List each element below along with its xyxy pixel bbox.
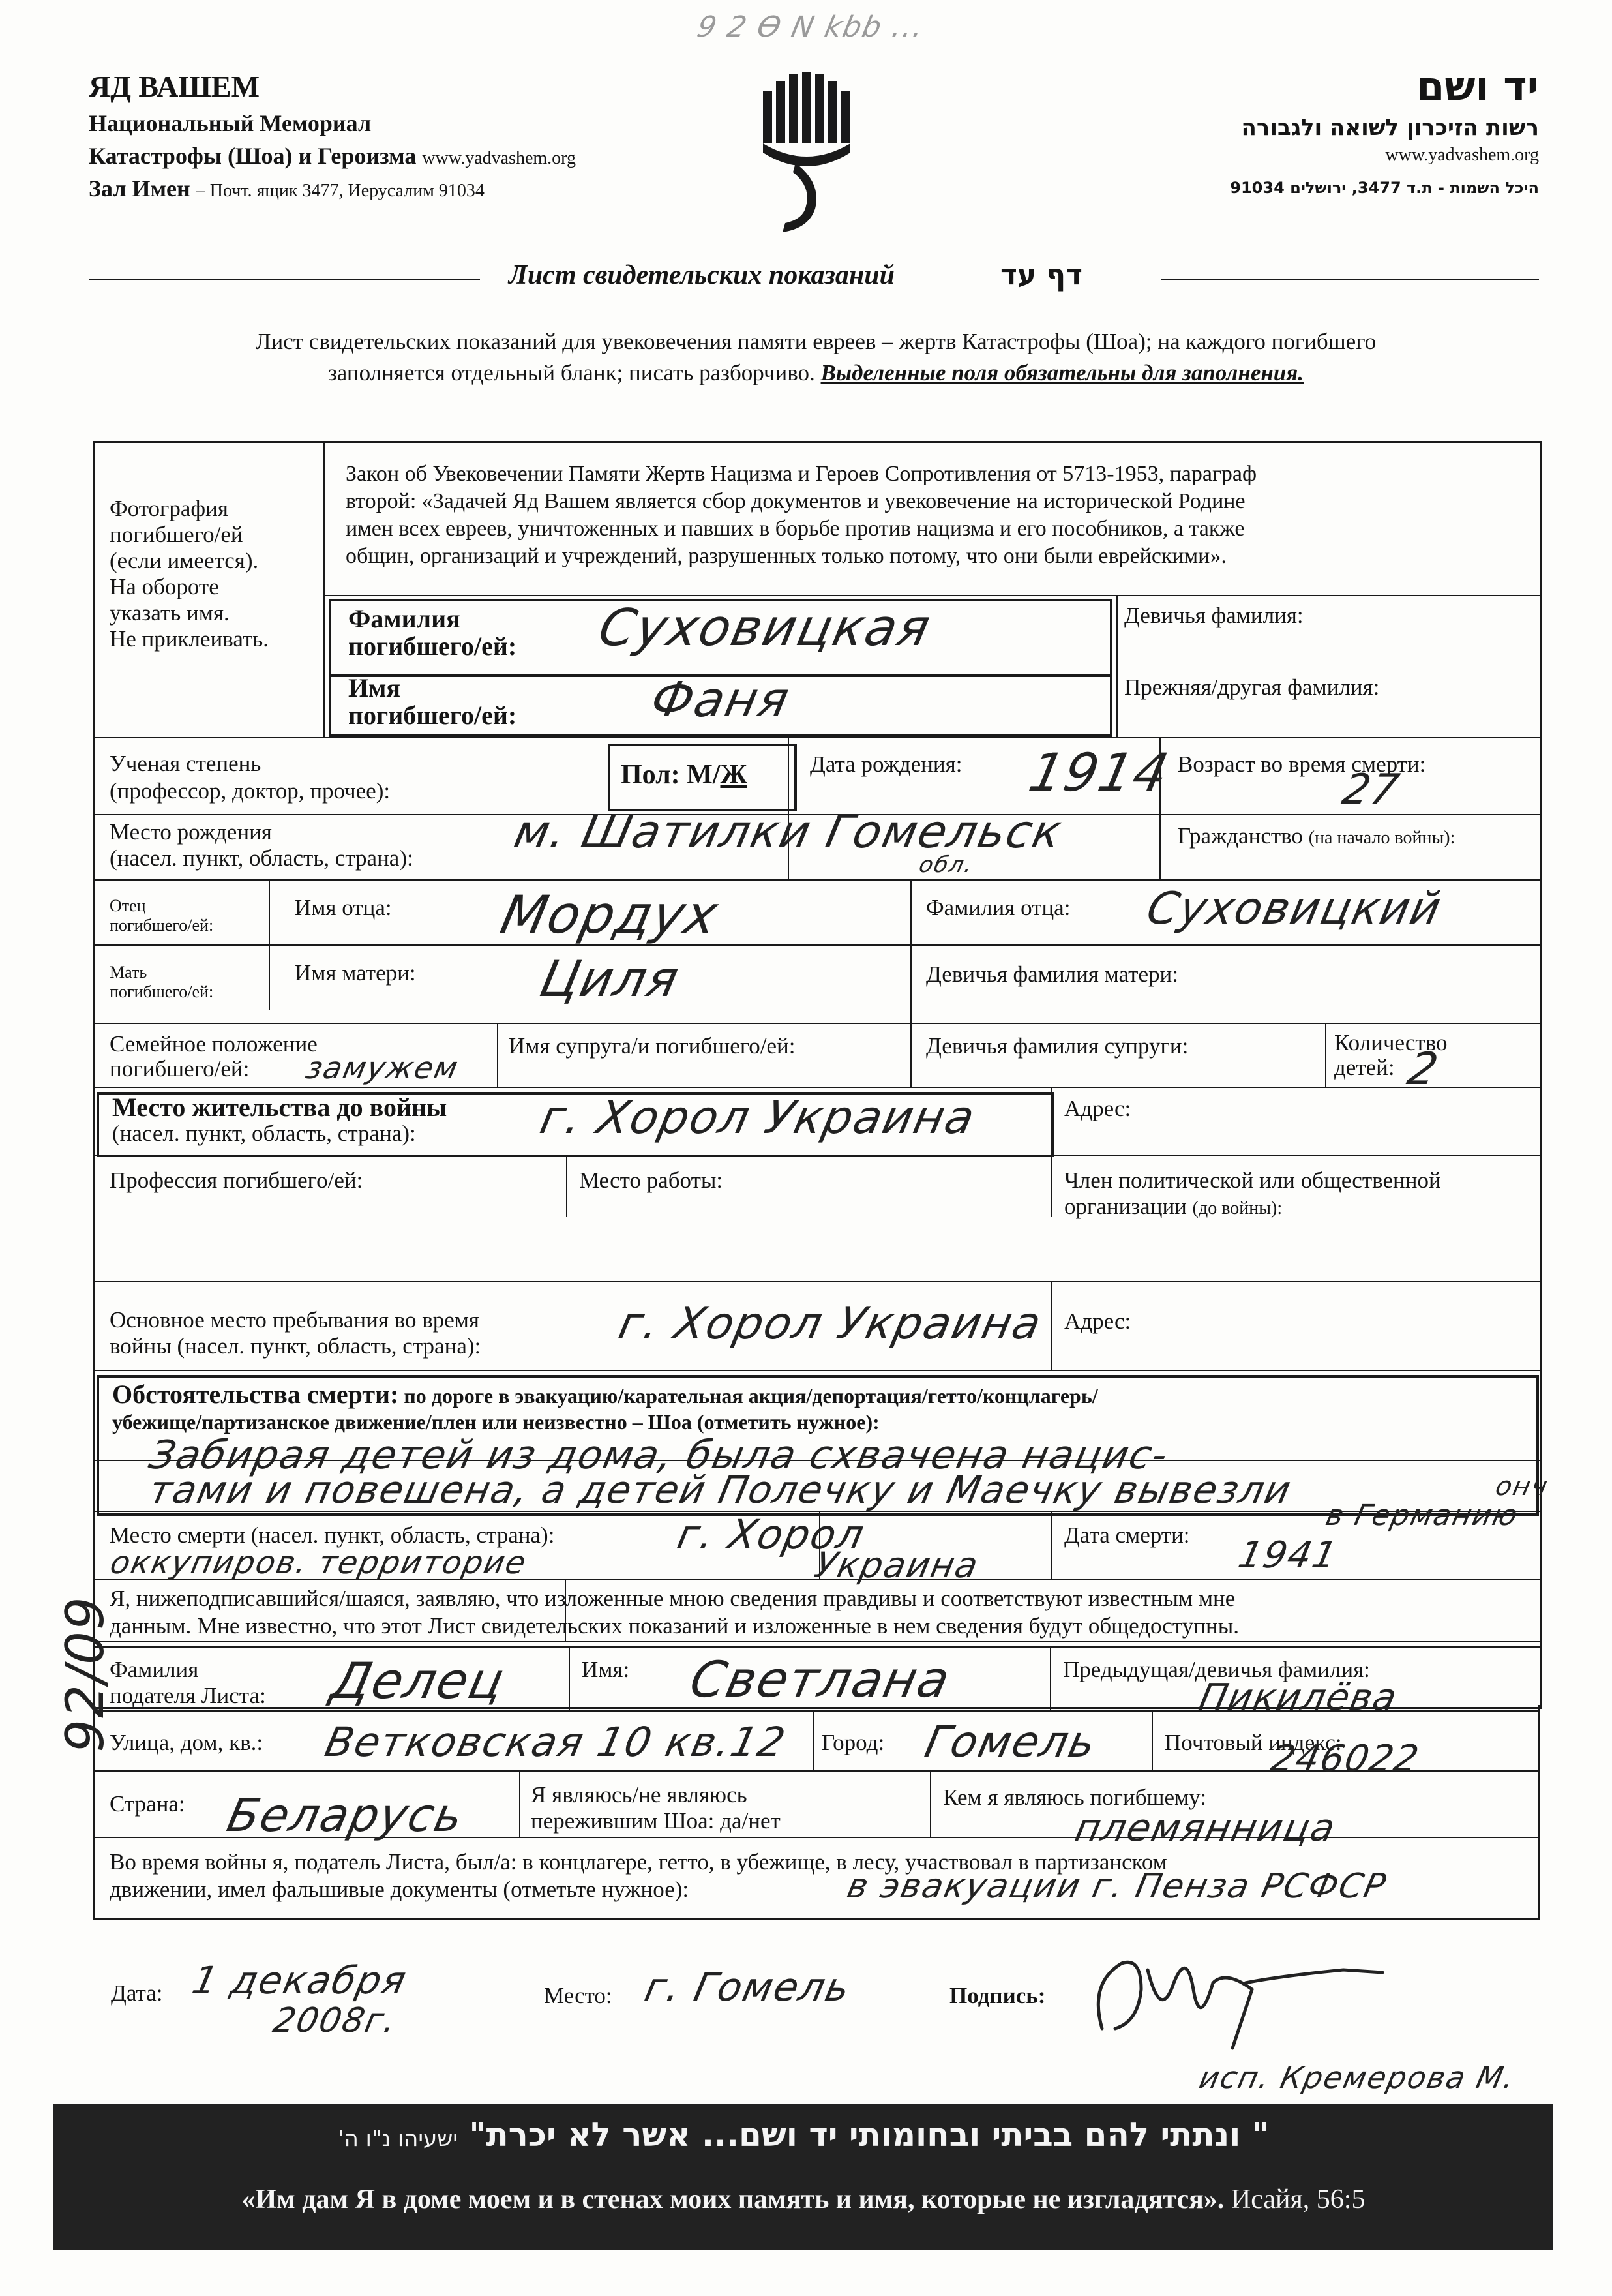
- photo-line: На обороте: [110, 574, 219, 599]
- label-line: Имя: [348, 673, 400, 702]
- father-tag: [110, 896, 213, 935]
- form-title-he: דף עד: [1000, 258, 1083, 292]
- sex-value[interactable]: Ж: [720, 760, 748, 790]
- death-date-value[interactable]: 1941: [1234, 1534, 1342, 1577]
- birthplace-label: [110, 819, 413, 871]
- label-line: погибшего/ей:: [348, 701, 517, 730]
- death-circumstances-tail[interactable]: онч: [1493, 1472, 1552, 1502]
- label-line: (насел. пункт, область, страна):: [112, 1121, 416, 1146]
- victim-name-label: [348, 674, 516, 729]
- residence-address-label: Адрес:: [1064, 1096, 1131, 1121]
- label-line: движении, имел фальшивые документы (отметьте нужное):: [110, 1877, 689, 1902]
- mother-tag: [110, 963, 213, 1002]
- law-line: второй: «Задачей Яд Вашем является сбор документов и увековечение на исторической Родине: [346, 489, 1246, 513]
- workplace-label: Место работы:: [579, 1168, 723, 1193]
- quote-ru-line: [53, 2184, 1553, 2215]
- org-site-he[interactable]: www.yadvashem.org: [1385, 145, 1539, 165]
- submitter-prev-surname-label: Предыдущая/девичья фамилия:: [1063, 1657, 1370, 1682]
- street-label: Улица, дом, кв.:: [110, 1730, 263, 1755]
- sex-field: [621, 759, 747, 791]
- photo-instructions: [110, 496, 269, 652]
- org-line3-ru: [89, 142, 576, 170]
- death-circumstances-value-3[interactable]: в Германию: [1322, 1499, 1522, 1532]
- relation-value[interactable]: племянница: [1071, 1805, 1341, 1850]
- death-place-value-1[interactable]: г. Хорол: [673, 1511, 870, 1558]
- wartime-label: [110, 1307, 481, 1359]
- degree-label: [110, 750, 390, 805]
- victim-other-surname-label: Прежняя/другая фамилия:: [1124, 674, 1380, 700]
- submitter-name-label: Имя:: [582, 1657, 630, 1682]
- label-line: Во время войны я, податель Листа, был/а: в концлагере, гетто, в убежище, в лесу, участвовал в партизанском: [110, 1849, 1167, 1875]
- label-line: Количество: [1334, 1030, 1448, 1055]
- org-site-ru[interactable]: www.yadvashem.org: [422, 148, 576, 168]
- submitter-name-value[interactable]: Светлана: [685, 1650, 956, 1708]
- org-line4-he: היכל השמות - ת.ד 3477, ירושלים 91034: [1230, 179, 1539, 197]
- photo-line: указать имя.: [110, 600, 230, 626]
- death-place-value-3[interactable]: Украина: [811, 1545, 983, 1586]
- age-label: Возраст во время смерти:: [1178, 751, 1426, 777]
- intro-line2-text: заполняется отдельный бланк; писать разборчиво.: [327, 360, 815, 385]
- org-line2-ru: Национальный Мемориал: [89, 110, 372, 136]
- quote-band: [53, 2104, 1553, 2250]
- tag-line: погибшего/ей:: [110, 982, 214, 1001]
- label-line: войны (насел. пункт, область, страна):: [110, 1333, 481, 1359]
- label-line: (насел. пункт, область, страна):: [110, 845, 413, 871]
- father-name-value[interactable]: Мордух: [496, 884, 724, 945]
- yad-vashem-menorah-logo: [756, 72, 854, 235]
- label-line: Основное место пребывания во время: [110, 1307, 480, 1333]
- submitter-prev-surname-value[interactable]: Пикилёва: [1195, 1676, 1402, 1719]
- label-line: Член политической или общественной: [1064, 1168, 1441, 1193]
- law-text: [346, 461, 1257, 570]
- intro-required-note: Выделенные поля обязательны для заполнения.: [820, 360, 1304, 385]
- org-line4-ru: [89, 175, 485, 202]
- label-line: (профессор, доктор, прочее):: [110, 778, 391, 804]
- photo-line: Фотография: [110, 496, 228, 521]
- org-name-he: יד ושם: [1416, 63, 1539, 110]
- zip-label: Почтовый индекс:: [1165, 1730, 1342, 1755]
- label-line: Я являюсь/не являюсь: [531, 1782, 747, 1807]
- victim-name-value[interactable]: Фаня: [646, 672, 796, 728]
- label-line: Место жительства до войны: [112, 1093, 447, 1122]
- tag-line: погибшего/ей:: [110, 916, 214, 935]
- citizenship-label: [1178, 823, 1455, 849]
- street-value[interactable]: Ветковская 10 кв.12: [321, 1718, 791, 1766]
- quote-ru: «Им дам Я в доме моем и в стенах моих память и имя, которые не изгладятся».: [241, 2184, 1225, 2214]
- label-line: Семейное положение: [110, 1031, 318, 1057]
- org-line4-rest: – Почт. ящик 3477, Иерусалим 91034: [196, 181, 485, 201]
- label-text: организации: [1064, 1194, 1187, 1219]
- father-surname-value[interactable]: Суховицкий: [1142, 883, 1446, 935]
- label-line: пережившим Шоа:: [531, 1808, 715, 1834]
- father-name-label: Имя отца:: [295, 895, 392, 920]
- residence-value[interactable]: г. Хорол Украина: [535, 1091, 981, 1144]
- spouse-maiden-label: Девичья фамилия супруги:: [926, 1033, 1189, 1059]
- victim-surname-label: [348, 605, 516, 660]
- sign-date-value-1[interactable]: 1 декабря: [188, 1958, 411, 2002]
- archive-number: 92/09: [54, 1595, 115, 1753]
- profession-label: Профессия погибшего/ей:: [110, 1168, 363, 1193]
- mother-maiden-label: Девичья фамилия матери:: [926, 961, 1178, 987]
- relation-label: Кем я являюсь погибшему:: [943, 1785, 1206, 1810]
- quote-he-line: [53, 2116, 1553, 2154]
- photo-line: (если имеется).: [110, 548, 259, 573]
- photo-line: погибшего/ей: [110, 522, 243, 547]
- wartime-value[interactable]: г. Хорол Украина: [614, 1298, 1047, 1350]
- family-status-label: [110, 1032, 318, 1081]
- death-circumstances-value-1[interactable]: Забирая детей из дома, была схвачена нацис-: [145, 1432, 1173, 1478]
- intro-line1: Лист свидетельских показаний для увековечения памяти евреев – жертв Катастрофы (Шоа); на каждого погибшего: [255, 329, 1377, 354]
- member-label: [1064, 1168, 1441, 1222]
- mother-name-value[interactable]: Циля: [535, 950, 685, 1008]
- residence-label: [112, 1095, 447, 1147]
- spouse-name-label: Имя супруга/и погибшего/ей:: [509, 1033, 796, 1059]
- wartime-address-label: Адрес:: [1064, 1308, 1131, 1334]
- birth-date-label: Дата рождения:: [810, 751, 963, 777]
- city-label: Город:: [822, 1730, 885, 1755]
- label-rest: по дороге в эвакуацию/карательная акция/депортация/гетто/концлагерь/: [404, 1384, 1098, 1408]
- label-line: убежище/партизанское движение/плен или неизвестно – Шоа (отметить нужное):: [112, 1410, 880, 1434]
- declaration-line: Я, нижеподписавшийся/шаяся, заявляю, что изложенные мною сведения правдивы и соответствуют известным мне: [110, 1586, 1236, 1611]
- birthplace-value-2[interactable]: обл.: [916, 852, 976, 878]
- mother-name-label: Имя матери:: [295, 960, 416, 986]
- law-line: общин, организаций и учреждений, разрушенных только потому, что они были еврейскими».: [346, 544, 1227, 568]
- city-value[interactable]: Гомель: [920, 1717, 1101, 1767]
- label-note: (до войны):: [1192, 1198, 1283, 1218]
- birthplace-value[interactable]: м. Шатилки Гомельск: [509, 805, 1068, 858]
- victim-maiden-label: Девичья фамилия:: [1124, 603, 1304, 628]
- quote-he-ref: ישעיהו נ"ו ה': [338, 2126, 458, 2152]
- country-label: Страна:: [110, 1791, 185, 1817]
- law-line: имен всех евреев, уничтоженных и павших в борьбе против нацизма и его пособников, а также: [346, 517, 1245, 541]
- label-line: погибшего/ей:: [348, 631, 517, 661]
- intro-line2: [89, 360, 1543, 386]
- death-place-label: Место смерти (насел. пункт, область, страна):: [110, 1522, 555, 1548]
- family-status-value[interactable]: замужем: [303, 1050, 462, 1085]
- sign-date-value-2[interactable]: 2008г.: [269, 2001, 401, 2040]
- org-line4-bold: Зал Имен: [89, 175, 190, 202]
- law-line: Закон об Увековечении Памяти Жертв Нацизма и Героев Сопротивления от 5713-1953, параграф: [346, 462, 1257, 486]
- death-circumstances-label: [112, 1382, 1098, 1435]
- sign-place-label: Место:: [544, 1983, 612, 2008]
- label-line: погибшего/ей:: [110, 1056, 250, 1081]
- sign-place-value[interactable]: г. Гомель: [640, 1965, 856, 2010]
- citizenship-note: (на начало войны):: [1308, 828, 1455, 848]
- father-surname-label: Фамилия отца:: [926, 895, 1071, 920]
- label-line: Фамилия: [110, 1657, 199, 1682]
- age-value[interactable]: 27: [1338, 766, 1405, 814]
- submitter-surname-value[interactable]: Делец: [326, 1652, 511, 1710]
- executor-note: исп. Кремерова М.: [1196, 2060, 1519, 2095]
- signature-scribble[interactable]: [1082, 1944, 1396, 2055]
- death-date-label: Дата смерти:: [1064, 1522, 1190, 1548]
- survivor-options[interactable]: да/нет: [720, 1808, 781, 1834]
- country-value[interactable]: Беларусь: [222, 1789, 470, 1842]
- sign-date-label: Дата:: [111, 1980, 163, 2006]
- birth-date-value[interactable]: 1914: [1024, 742, 1175, 803]
- victim-surname-value[interactable]: Суховицкая: [593, 599, 936, 657]
- survivor-label: [531, 1782, 781, 1834]
- death-place-value-2[interactable]: оккупиров. территорие: [107, 1545, 531, 1581]
- form-title-ru: Лист свидетельских показаний: [509, 260, 895, 290]
- label-line: подателя Листа:: [110, 1683, 266, 1708]
- tag-line: Отец: [110, 896, 146, 915]
- death-circumstances-value-2[interactable]: тами и повешена, а детей Полечку и Маечку вывезли: [145, 1468, 1296, 1512]
- tag-line: Мать: [110, 963, 147, 982]
- children-count-value[interactable]: 2: [1403, 1044, 1444, 1095]
- org-line3-text: Катастрофы (Шоа) и Героизма: [89, 143, 417, 169]
- label-line: детей:: [1334, 1055, 1395, 1080]
- top-scribble: 9 2 Ө N kbb ...: [694, 10, 928, 44]
- quote-he: " ונתתי להם בביתי ובחומותי יד ושם... אשר לא יכרת": [469, 2116, 1269, 2154]
- zip-value[interactable]: 246022: [1267, 1738, 1424, 1780]
- war-status-value[interactable]: в эвакуации г. Пенза РСФСР: [843, 1867, 1390, 1906]
- signature-label: Подпись:: [949, 1983, 1046, 2008]
- photo-line: Не приклеивать.: [110, 626, 269, 652]
- org-line2-he: רשות הזיכרון לשואה ולגבורה: [1241, 115, 1539, 141]
- declaration-line: данным. Мне известно, что этот Лист свидетельских показаний и изложенные в нем сведения будут общедоступны.: [110, 1613, 1239, 1639]
- citizenship-text: Гражданство: [1178, 823, 1303, 849]
- submitter-surname-label: [110, 1657, 266, 1709]
- label-line: Ученая степень: [110, 751, 261, 776]
- label-bold: Обстоятельства смерти:: [112, 1380, 399, 1409]
- quote-ru-ref: Исайя, 56:5: [1231, 2184, 1366, 2214]
- label-line: Фамилия: [348, 604, 460, 633]
- declaration-text: [110, 1585, 1239, 1640]
- org-name-ru: ЯД ВАШЕМ: [89, 70, 260, 103]
- label-line: Место рождения: [110, 819, 272, 845]
- sex-label: Пол: М/: [621, 760, 721, 790]
